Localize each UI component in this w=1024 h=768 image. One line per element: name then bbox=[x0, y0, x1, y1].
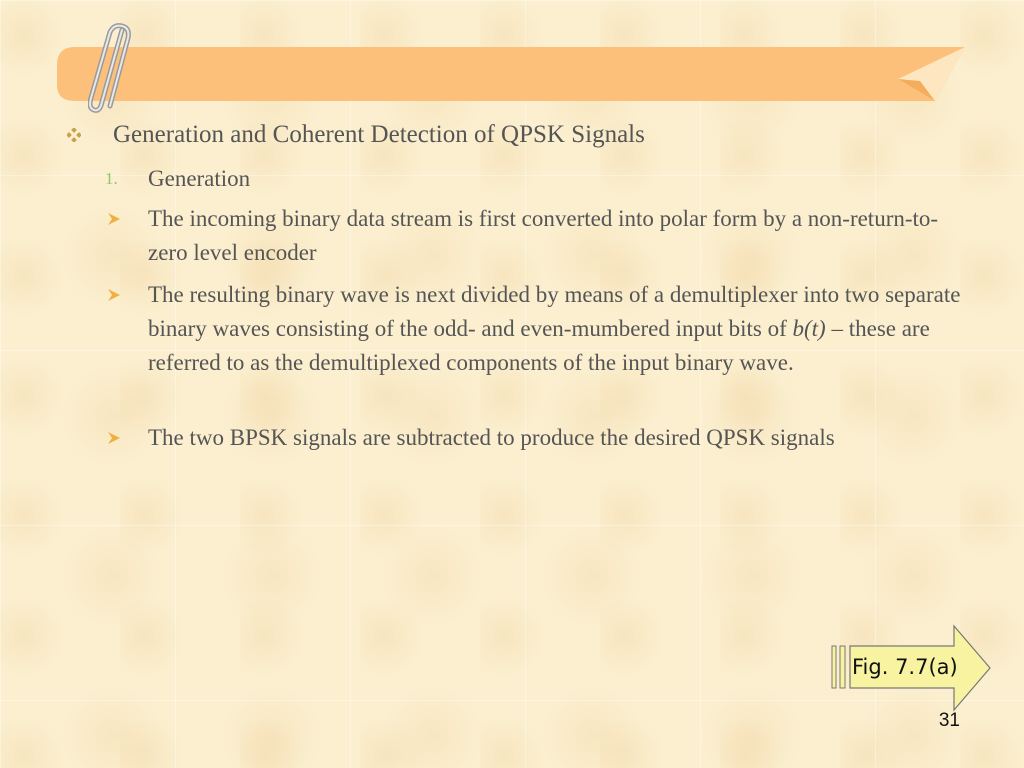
numbered-item-text: Generation bbox=[148, 166, 251, 191]
fig-link-label[interactable]: Fig. 7.7(a) bbox=[852, 655, 958, 679]
arrow-bullet-icon bbox=[107, 431, 121, 445]
list-number: 1. bbox=[105, 169, 118, 188]
bullet-text-part: The resulting binary wave is next divided by means of a demultiplexer into two separate binary waves consisting of the odd- and even-mumbered input bits of bbox=[148, 282, 961, 341]
bullet-item bbox=[148, 278, 968, 380]
bullet-text-part: – these are referred to as the demultiplexed components of the input binary wave. bbox=[148, 316, 930, 375]
page-number: 31 bbox=[938, 710, 960, 731]
bullet-italic-term: b(t) bbox=[792, 316, 826, 341]
arrow-bullet-icon bbox=[107, 288, 121, 302]
arrow-bullet-icon bbox=[107, 212, 121, 226]
bullet-item: The two BPSK signals are subtracted to produce the desired QPSK signals bbox=[148, 425, 835, 450]
bullet-item: The incoming binary data stream is first converted into polar form by a non-return-to-zero level encoder bbox=[148, 206, 939, 265]
slide-heading: Generation and Coherent Detection of QPSK Signals bbox=[113, 121, 645, 148]
diamond-bullet-icon bbox=[67, 128, 81, 142]
